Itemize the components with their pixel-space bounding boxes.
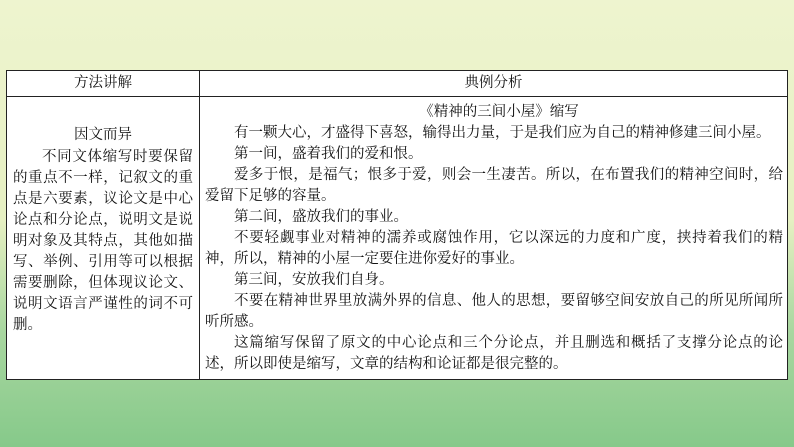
column-divider <box>199 71 200 379</box>
example-paragraph: 第三间，安放我们自身。 <box>234 272 394 288</box>
content-table <box>6 70 788 380</box>
method-title: 因文而异 <box>74 127 132 143</box>
example-paragraph: 不要在精神世界里放满外界的信息、他人的思想，要留够空间安放自己的所见所闻所听所感。 <box>205 293 783 330</box>
method-column <box>13 125 193 336</box>
example-paragraph: 有一颗大心，才盛得下喜怒，输得出力量，于是我们应为自己的精神修建三间小屋。 <box>234 125 771 141</box>
example-column <box>205 102 783 375</box>
example-paragraph: 爱多于恨，是福气；恨多于爱，则会一生凄苦。所以，在布置我们的精神空间时，给爱留下足够的容量。 <box>205 167 783 204</box>
header-method: 方法讲解 <box>74 75 132 91</box>
header-example: 典例分析 <box>464 75 523 91</box>
example-paragraph: 不要轻觑事业对精神的濡养或腐蚀作用，它以深远的力度和广度，挟持着我们的精神，所以，精神的小屋一定要住进你爱好的事业。 <box>205 230 783 267</box>
example-paragraph: 这篇缩写保留了原文的中心论点和三个分论点，并且删选和概括了支撑分论点的论述，所以即使是缩写，文章的结构和论证都是很完整的。 <box>205 335 783 372</box>
table-header-row <box>7 71 787 97</box>
example-paragraph: 第一间，盛着我们的爱和恨。 <box>234 146 423 162</box>
example-title: 《精神的三间小屋》缩写 <box>419 104 579 120</box>
example-paragraph: 第二间，盛放我们的事业。 <box>234 209 408 225</box>
method-body: 不同文体缩写时要保留的重点不一样，记叙文的重点是六要素，议论文是中心论点和分论点，说明文是说明对象及其特点，其他如描写、举例、引用等可以根据需要删除，但体现议论文、说明文语言严谨性的词不可删。 <box>13 149 193 333</box>
